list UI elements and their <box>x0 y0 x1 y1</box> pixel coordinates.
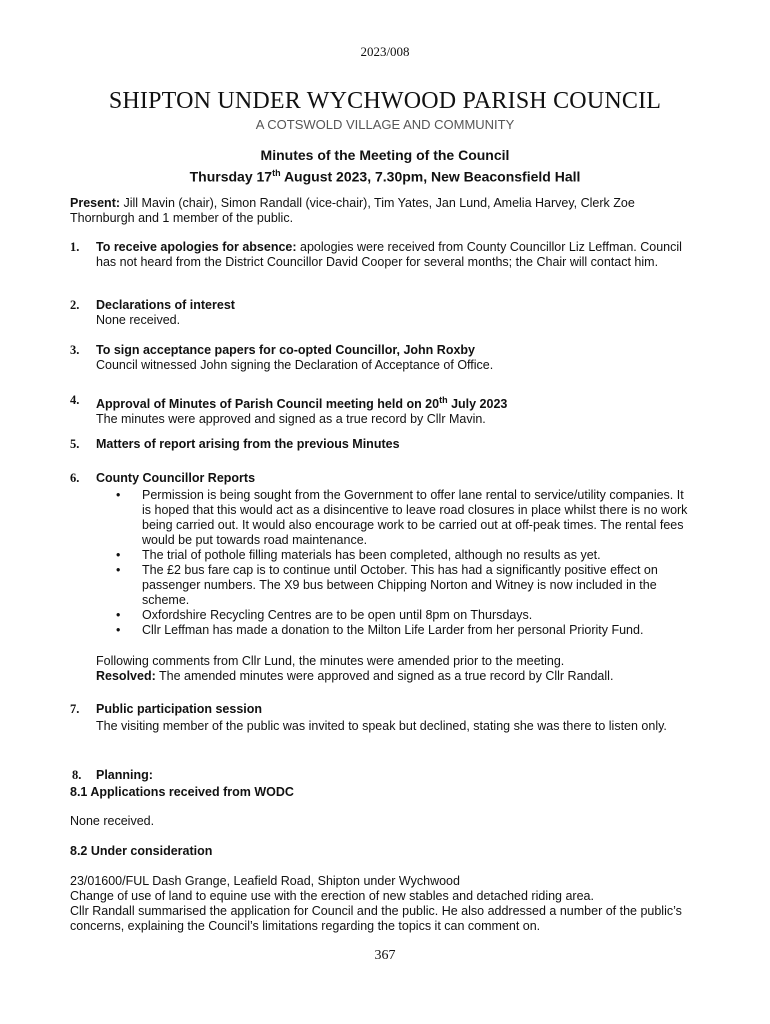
present-text: Jill Mavin (chair), Simon Randall (vice-chair), Tim Yates, Jan Lund, Amelia Harvey, Clerk Zoe Thornburgh and 1 member of the public. <box>70 196 635 225</box>
minute-item-3 <box>70 343 696 373</box>
item-text: Council witnessed John signing the Declaration of Acceptance of Office. <box>96 358 494 372</box>
present-label: Present: <box>70 196 121 210</box>
bullet-icon: • <box>116 548 121 562</box>
application-discussion: Cllr Randall summarised the application for Council and the public. He also addressed a number of the public’s concerns, explaining the Council’s limitations regarding the topics it can comment on. <box>70 904 682 933</box>
planning-8-2-details <box>70 874 696 934</box>
following-comments: Following comments from Cllr Lund, the minutes were amended prior to the meeting. <box>96 654 565 668</box>
council-name: SHIPTON UNDER WYCHWOOD PARISH COUNCIL <box>108 88 662 114</box>
council-tagline: A COTSWOLD VILLAGE AND COMMUNITY <box>255 117 515 132</box>
planning-8-1-text: None received. <box>70 814 155 828</box>
item-heading-part: Approval of Minutes of Parish Council meeting held on 20 <box>96 397 440 412</box>
meeting-details: August 2023, 7.30pm, New Beaconsfield Hall <box>280 168 581 185</box>
item-heading: Public participation session <box>96 702 263 716</box>
minutes-title: Minutes of the Meeting of the Council <box>260 147 510 163</box>
bullet-text: Cllr Leffman has made a donation to the Milton Life Larder from her personal Priority Fund. <box>142 623 644 637</box>
item-text: None received. <box>96 313 181 327</box>
item-heading-suffix: th <box>439 395 448 405</box>
item-heading: To receive apologies for absence: <box>96 240 297 254</box>
minute-item-6 <box>70 471 696 684</box>
minute-item-2 <box>70 298 696 328</box>
bullet-text: The trial of pothole filling materials has been completed, although no results as yet. <box>142 548 601 562</box>
minute-item-1 <box>70 240 696 270</box>
county-reports-list <box>96 488 696 638</box>
bullet-text: Oxfordshire Recycling Centres are to be open until 8pm on Thursdays. <box>142 608 533 622</box>
minute-item-7 <box>70 701 696 735</box>
item-heading: Planning: <box>96 768 153 782</box>
present-paragraph <box>70 196 696 226</box>
bullet-icon: • <box>116 608 121 622</box>
planning-subheading-8-2: 8.2 Under consideration <box>70 844 213 858</box>
item-heading: Declarations of interest <box>96 298 235 312</box>
item-text: The minutes were approved and signed as a true record by Cllr Mavin. <box>96 412 486 427</box>
page-number: 367 <box>374 948 396 963</box>
item-text: apologies were received from County Councillor Liz Leffman. Council has not heard from the District Councillor David Cooper for several months; the Chair will contact him. <box>96 240 682 269</box>
item-heading: To sign acceptance papers for co-opted Councillor, John Roxby <box>96 343 475 357</box>
item-number: 3. <box>70 343 80 357</box>
list-item <box>116 623 696 638</box>
resolution <box>96 669 696 684</box>
minutes-title-block <box>0 146 770 186</box>
item-heading: Matters of report arising from the previous Minutes <box>96 437 400 451</box>
bullet-icon: • <box>116 488 121 502</box>
resolved-label: Resolved: <box>96 669 156 683</box>
item-heading <box>96 393 696 412</box>
item-number: 2. <box>70 298 80 312</box>
list-item <box>116 548 696 563</box>
document-reference: 2023/008 <box>360 44 410 59</box>
list-item <box>116 488 696 548</box>
bullet-text: The £2 bus fare cap is to continue until October. This has had a significantly positive effect on passenger numbers. The X9 bus between Chipping Norton and Witney is now included in the scheme. <box>142 563 658 607</box>
meeting-date-venue <box>0 164 770 186</box>
bullet-icon: • <box>116 623 121 637</box>
application-description: Change of use of land to equine use with the erection of new stables and detached riding area. <box>70 889 594 903</box>
bullet-text: Permission is being sought from the Government to offer lane rental to service/utility companies. It is hoped that this would act as a disincentive to leave road closures in place whilst there is no work being carried out. It would also encourage work to be carried out at off-peak times. The rental fees would be put towards road maintenance. <box>142 488 688 547</box>
minute-item-4 <box>70 393 696 427</box>
minute-item-5 <box>70 437 696 452</box>
meeting-day: Thursday 17 <box>189 168 273 185</box>
item-number: 5. <box>70 437 80 451</box>
item-number: 7. <box>70 702 80 716</box>
item-number: 8. <box>72 768 82 782</box>
meeting-day-suffix: th <box>272 168 281 178</box>
application-reference: 23/01600/FUL Dash Grange, Leafield Road, Shipton under Wychwood <box>70 874 460 888</box>
item-number: 1. <box>70 240 80 254</box>
item-heading-part: July 2023 <box>447 397 508 412</box>
list-item <box>116 608 696 623</box>
item-number: 4. <box>70 393 80 407</box>
item-heading: County Councillor Reports <box>96 471 256 485</box>
bullet-icon: • <box>116 563 121 577</box>
item-text: The visiting member of the public was invited to speak but declined, stating she was there to listen only. <box>96 719 667 733</box>
minute-item-8 <box>70 768 696 783</box>
resolved-text: The amended minutes were approved and signed as a true record by Cllr Randall. <box>155 669 614 683</box>
planning-subheading-8-1: 8.1 Applications received from WODC <box>70 785 294 799</box>
item-number: 6. <box>70 471 80 485</box>
list-item <box>116 563 696 608</box>
